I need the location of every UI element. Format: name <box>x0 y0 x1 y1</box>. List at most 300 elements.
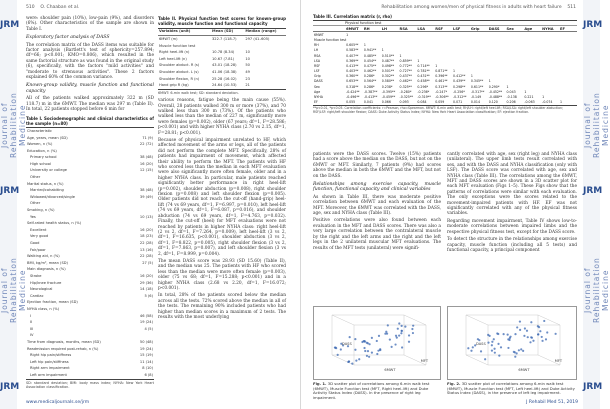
table-row <box>26 161 154 168</box>
table-row <box>158 56 286 63</box>
figure-1-z-axis-label: DASS <box>342 342 352 346</box>
right-side-label-mid: JRM <box>583 186 603 196</box>
table-cell: Other <box>30 175 41 180</box>
table-row <box>158 50 286 57</box>
table-cell: 0.093 <box>399 100 409 105</box>
table-cell: Cardiac <box>30 293 44 298</box>
figure-2-data-point <box>487 334 489 336</box>
table-1-grid <box>26 128 154 379</box>
figure-2-data-point <box>526 330 528 332</box>
table-row <box>26 366 154 373</box>
figure-2-data-point <box>545 338 547 340</box>
table-cell: 0.437** <box>399 74 412 79</box>
figure-1-data-point <box>349 336 351 338</box>
table-cell: 0.859** <box>399 58 412 63</box>
figure-1-data-point <box>398 322 400 324</box>
table-cell: II <box>30 320 33 325</box>
table-cell: 0.286* <box>363 74 375 79</box>
table-header-cell: Age <box>523 26 541 32</box>
left-header-page: 510 <box>26 5 35 10</box>
table-cell: 49 <box>245 69 250 74</box>
table-cell: Other <box>30 201 41 206</box>
table-row <box>26 267 154 274</box>
figure-1-data-point <box>385 331 387 333</box>
figure-2-data-point <box>514 333 516 335</box>
figure-1-data-point <box>364 350 366 352</box>
table-cell: 1 <box>542 95 545 100</box>
table-cell: Primary school <box>30 155 57 160</box>
table-header-cell: Variables (unit) <box>158 29 211 36</box>
table-row <box>26 227 154 234</box>
figure-2-data-point <box>529 341 531 343</box>
table-row <box>26 306 154 313</box>
table-cell: Sex <box>314 84 320 89</box>
left-side-band-text-1: Journal of Rehabilitation Medicine <box>0 92 27 158</box>
figure-1-caption <box>313 382 441 400</box>
table-row <box>26 194 154 201</box>
table-cell: Ejection fraction, mean (SD) <box>27 300 78 305</box>
figure-2-data-point <box>537 325 539 327</box>
figure-1-data-point <box>412 332 414 334</box>
left-column-1 <box>26 16 154 389</box>
figure-2-data-point <box>467 347 469 349</box>
table-header-cell: RH <box>363 26 381 32</box>
table-cell: Good <box>30 241 40 245</box>
table-cell: 10 <box>245 50 250 55</box>
table-cell: 6MWT (m) <box>159 37 178 41</box>
section-heading-relationships: Relationships among exercise capacity, muscle function, functional capacity and clinical variables <box>313 182 441 193</box>
table-cell: I <box>30 313 32 318</box>
table-row <box>26 174 154 181</box>
table-cell: 6MWT <box>314 32 324 37</box>
right-header-page: 511 <box>567 5 576 10</box>
table-cell: RSA <box>314 53 321 58</box>
right-column-1 <box>313 152 441 253</box>
figure-2-data-point <box>491 341 493 343</box>
table-row <box>26 260 154 267</box>
table-cell <box>133 181 154 188</box>
figure-1-data-point <box>401 346 403 348</box>
figure-2-data-point <box>519 320 521 322</box>
table-cell: Muscle function test <box>159 43 196 48</box>
table-cell: Married/cohabiting <box>30 188 64 193</box>
figure-1-caption-label: Fig. 1. <box>313 381 327 386</box>
table-row <box>26 247 154 254</box>
table-cell: -0.424** <box>346 89 360 94</box>
section-heading-known-group: Known-group validity, muscle function and functional capacity <box>26 83 154 94</box>
table-row <box>26 240 154 247</box>
table-cell: Fair/poor <box>30 247 46 252</box>
table-cell: -0.413** <box>363 95 378 100</box>
table-cell: 1 <box>506 84 509 89</box>
table-header-cell: RSF <box>434 26 452 32</box>
figure-1-data-point <box>354 338 356 340</box>
table-cell: 16 (20) <box>139 227 153 232</box>
table-row <box>26 155 154 162</box>
table-header-cell: NYHA <box>541 26 559 32</box>
figure-1-data-point <box>389 338 391 340</box>
figure-1-data-point <box>354 349 356 351</box>
table-cell: 29 (36) <box>139 280 153 285</box>
table-cell: 0.501** <box>381 69 395 74</box>
table-cell: 22 (72) <box>139 142 153 147</box>
table-cell: Muscle function test <box>314 37 347 42</box>
table-row <box>158 43 286 50</box>
left-header-author: O. Chaaban et al. <box>40 5 80 10</box>
table-cell: Very good <box>30 234 49 239</box>
table-cell: 0.369** <box>346 58 359 63</box>
table-cell: Marital status, n (%) <box>27 181 64 186</box>
figure-1-x-axis-label: 6MWT <box>384 368 396 372</box>
table-cell: 0.325** <box>399 84 412 89</box>
table-cell: 0.510** <box>381 53 395 58</box>
table-cell: 0.290* <box>488 84 500 89</box>
table-cell: 0.296* <box>417 84 429 89</box>
figure-2-data-point <box>541 340 543 342</box>
table-cell <box>244 43 286 50</box>
figure-2-data-point <box>477 338 479 340</box>
figure-2-data-point <box>503 333 505 335</box>
table-cell: 0.403** <box>346 69 359 74</box>
table-cell: 0.475** <box>363 63 377 68</box>
table-row <box>26 353 154 360</box>
table-1-caption: Table I. Sociodemographic and clinical characteristics of the sample (n=80) <box>26 115 154 126</box>
table-cell: Self-rated health status, n (%) <box>27 221 82 226</box>
table-cell: Smoking, n (%) <box>27 208 55 213</box>
table-cell: Time from diagnosis, months, mean (SD) <box>27 339 101 344</box>
table-cell: 0.413** <box>346 63 359 68</box>
table-cell: 0.084 <box>417 100 427 105</box>
figure-1-data-point <box>411 328 413 330</box>
table-row <box>26 326 154 333</box>
figure-2-data-point <box>491 350 493 352</box>
table-cell: University or college <box>30 168 67 173</box>
figure-2-data-point <box>509 337 511 339</box>
table-cell: 0.043 <box>506 89 516 94</box>
table-cell: 0.458** <box>417 79 430 84</box>
table-cell: 25.28 (16.02) <box>212 76 237 81</box>
table-cell: 0.360** <box>346 74 359 79</box>
figure-2-data-point <box>519 329 521 331</box>
table-header-cell: DASS <box>488 26 506 32</box>
table-cell: -0.319** <box>417 95 431 100</box>
figure-2-data-point <box>480 350 482 352</box>
table-2-box <box>158 28 286 90</box>
table-cell: Hand grip R (kg) <box>159 83 189 88</box>
figure-2-data-point <box>518 349 520 351</box>
right-side-label-bottom: JRM <box>583 382 603 392</box>
table-row <box>26 234 154 241</box>
table-2-caption: Table II. Physical function test scores for known-group validity, muscle function and functional capacity <box>158 16 286 27</box>
table-cell: 19 (24) <box>139 346 153 351</box>
figure-2-data-point <box>546 331 548 333</box>
table-row <box>158 76 286 83</box>
figure-1-data-point <box>395 335 397 337</box>
table-cell: 0.653** <box>346 79 359 84</box>
figure-1-data-point <box>351 363 353 365</box>
table-cell: 19 (24) <box>139 320 153 325</box>
figure-2-data-point <box>530 321 532 323</box>
table-row <box>26 148 154 155</box>
figure-2-data-point <box>516 352 518 354</box>
table-cell: 0.313** <box>435 84 448 89</box>
figure-2-data-point <box>491 344 493 346</box>
known-group-paragraph: All of the patients walked approximately 322 m (SD 118.7) m in the 6MWT. The median was 297 m (Table II). In total, 22 patients stopped before 6 min for <box>26 96 154 113</box>
table-cell: 14 (18) <box>139 287 153 292</box>
table-cell: -0.063 <box>524 100 535 105</box>
table-row <box>26 339 154 346</box>
efa-paragraph: The correlation matrix of the DASS items was suitable for factor analysis (Bartlett's test of sphericity=257.894; df=66; p<0.001; KMO=0.806), which resulted in the same factorial structure as was found in the original study (6), specifically, with the factors "mild activities" and "moderate to strenuous activities". These 2 factors explained 60% of the common variance. <box>26 42 154 81</box>
table-cell: 24.64 (10.53) <box>212 83 237 88</box>
table-cell: 0.487** <box>381 58 395 63</box>
table-cell: 1 <box>399 53 402 58</box>
table-cell: Left heel-lift (n) <box>159 56 187 61</box>
table-row <box>26 287 154 294</box>
table-cell: 0.605** <box>346 43 359 48</box>
table-cell <box>133 207 154 214</box>
table-cell: Right hip pain/stiffness <box>30 353 72 358</box>
table-cell: 1 <box>346 32 349 37</box>
table-cell: 0.066 <box>381 100 391 105</box>
table-row <box>26 273 154 280</box>
table-row <box>26 254 154 261</box>
figure-1-data-point <box>401 330 403 332</box>
right-column-2 <box>447 152 577 255</box>
figure-1-data-point <box>404 325 406 327</box>
table-cell: -0.452** <box>488 89 503 94</box>
table-cell <box>133 174 154 181</box>
table-row <box>158 83 286 90</box>
table-3-note: **p<0.01, *p<0.05. Correlation coefficients: r=Pearson, rho=Spearman. 6MWT: 6-min walk test; RH/LH: right/left heel-lift; RSA/LSA: right/left shoulder abduction; RSF/LSF: right/left shoulder flexion; DASS: Duke Activity Status Index; NYHA: New York Heart Association classification; EF: ejection fraction. <box>313 105 564 114</box>
figure-2-data-point <box>555 333 557 335</box>
table-cell: 4 (5) <box>144 326 153 331</box>
table-cell: 0.498** <box>381 63 395 68</box>
table-row <box>26 280 154 287</box>
table-cell <box>133 333 154 340</box>
figure-2-data-point <box>522 350 524 352</box>
right-footer: J Rehabil Med 51, 2019 <box>526 400 578 405</box>
right-col2-paragraph-3: To detect the structure in the relationships among exercise capacity, muscle function (including all 5 tests) and functional capacity, a principal component <box>447 237 577 253</box>
table-cell: 0.431** <box>417 74 430 79</box>
figure-1-data-point <box>334 347 336 349</box>
table-row <box>26 128 154 135</box>
table-row <box>26 135 154 142</box>
table-row <box>313 100 577 105</box>
table-cell: 10.67 (7.81) <box>212 56 235 61</box>
figure-1-data-point <box>355 360 357 362</box>
table-cell <box>133 128 154 135</box>
table-2-note: 6MWT: 6-min walk test; SD: standard deviation. <box>158 91 239 96</box>
table-cell: 1 <box>488 79 491 84</box>
table-cell: 0.298** <box>453 84 466 89</box>
figure-1-axis-frame <box>404 315 426 325</box>
right-header <box>381 5 576 10</box>
table-header-cell: EF <box>559 26 577 32</box>
table-cell: -0.256* <box>453 89 465 94</box>
table-cell: 8 (10) <box>142 366 153 371</box>
table-cell: 0.221 <box>524 95 534 100</box>
table-cell: -0.496** <box>346 95 360 100</box>
table-cell: Age <box>314 89 321 94</box>
table-cell: -0.074 <box>542 100 553 105</box>
table-cell: Right heel-lift (n) <box>159 50 190 55</box>
table-cell: BMI, kg/m², mean (SD) <box>27 260 68 265</box>
left-intro-text: were: shoulder pain (10%), low-pain (9%), and disorders (6%). Other characteristics of the sample are shown in Table I. <box>26 16 154 32</box>
table-cell: 6 (8) <box>144 372 153 377</box>
figure-1-data-point <box>363 347 365 349</box>
figure-2-data-point <box>523 335 525 337</box>
table-cell: Right arm impairment <box>30 366 70 371</box>
table-row <box>26 168 154 175</box>
left-side-band <box>0 0 27 409</box>
left-col2-paragraph-1: various reasons, fatigue being the main cause (55%). Overall, 28 patients walked 300 m or more (37%), and 70 walked less than 300 m (73%). Of the patients who walked less than the median of 227 m, significantly more were females (p=0.002), older (67 years; df=1, F=28.586; p<0.001) and with higher NYHA class (2.70 vs 2.15, df=1, F=28.81; p<0.001). <box>158 98 286 136</box>
table-row <box>26 313 154 320</box>
table-2-grid <box>158 29 286 89</box>
figure-1-data-point <box>366 355 368 357</box>
table-row <box>26 293 154 300</box>
table-cell: 0.071 <box>453 100 463 105</box>
right-page <box>300 0 610 409</box>
figure-1-data-point <box>367 350 369 352</box>
figure-1-data-point <box>400 332 402 334</box>
table-header-cell: LSA <box>416 26 434 32</box>
table-cell: -0.236* <box>417 89 430 94</box>
table-cell: NYHA <box>314 95 323 100</box>
table-cell: -0.312** <box>453 95 467 100</box>
left-column-2 <box>158 16 286 322</box>
left-footer-url[interactable]: www.medicaljournals.se/jrm <box>26 400 90 405</box>
table-cell <box>133 201 154 208</box>
table-cell: DASS <box>314 79 323 84</box>
table-cell: 15 (19) <box>139 353 153 358</box>
table-cell: 50 <box>245 63 250 68</box>
figure-2-z-axis-label: DASS <box>476 342 486 346</box>
figure-1-data-point <box>371 352 373 354</box>
table-cell <box>133 221 154 228</box>
table-cell: 38 (48) <box>139 188 153 193</box>
table-cell: 39 (49) <box>139 194 153 199</box>
table-cell: 0.412** <box>453 74 466 79</box>
table-row <box>158 69 286 76</box>
table-cell: High school <box>30 161 51 166</box>
figure-2-caption-label: Fig. 2. <box>447 381 461 386</box>
table-cell: Left arm impairment <box>30 372 67 377</box>
table-cell: 0.439** <box>453 79 466 84</box>
table-header-cell: Sex <box>506 26 524 32</box>
table-cell: Characteristic <box>27 128 52 133</box>
figure-1-axis-frame <box>332 315 354 325</box>
right-col2-paragraph-1: cantly correlated with age, sex (right leg) and NYHA class (unilateral). The upper limb tests result correlated with sex, and with the DASS and NYHA classification (only with LSF). The DASS score was correlated with age, sex and NYHA class (Table III). The correlations among the 6MWT, MFT and DASS scores are shown in a 3D scatter plot for each MFT evaluation (Figs 1–5). These Figs show that the patterns of correlations were similar with each evaluation. The only exceptions were the scores related to the movement-impaired patients with HF. EF was not significantly correlated with any of the physical fitness variables. <box>447 152 577 217</box>
table-cell: RSF <box>314 63 321 68</box>
table-cell: 1 <box>381 48 384 53</box>
figure-1-data-point <box>368 356 370 358</box>
table-header-cell: LH <box>381 26 399 32</box>
table-cell: 0.714** <box>417 63 430 68</box>
table-cell: 18 (23) <box>139 234 153 239</box>
figure-2-caption <box>447 382 577 396</box>
right-col1-paragraph-1: patients were the DASS scores. Twelve (15%) patients had a score above the median on the DASS, but not on the 6MWT or MFT. Similarly, 7 patients (9%) had scores above the median in both the 6MWT and the MFT, but not on the DASS. <box>313 152 441 179</box>
figure-1-data-point <box>412 325 414 327</box>
figure-1-caption-text: 3D scatter plot of correlations among 6-min walk test (6MWT), Muscle Function test (MFT, Right heel-lift) and Duke Activity Status Index (DASS). In the presence of right leg impairment. <box>313 381 430 400</box>
table-3-box <box>313 20 577 106</box>
figure-2-data-point <box>527 336 529 338</box>
figure-1-data-point <box>376 353 378 355</box>
table-cell: Yes <box>30 214 36 219</box>
table-cell: 23 <box>245 76 250 81</box>
table-cell: 0.059 <box>435 100 445 105</box>
table-cell: Grip <box>314 74 321 79</box>
table-cell: Stroke <box>30 273 42 278</box>
table-cell: 0.286* <box>363 84 375 89</box>
figure-2-data-point <box>507 334 509 336</box>
right-side-band <box>583 0 610 409</box>
figure-2-data-point <box>493 338 495 340</box>
figure-2 <box>447 306 577 380</box>
table-cell: 0.462** <box>363 69 377 74</box>
figure-1-data-point <box>337 354 339 356</box>
table-cell: 11 (14) <box>139 359 153 364</box>
table-cell: 0.206 <box>506 100 516 105</box>
table-cell: 27 (5) <box>142 260 153 265</box>
figure-2-data-point <box>500 346 502 348</box>
figure-1-data-point <box>348 360 350 362</box>
table-cell: Walking aid, n (%) <box>27 254 60 259</box>
figure-1-scatter-plot <box>314 307 442 381</box>
figure-1-data-point <box>386 333 388 335</box>
figure-2-data-point <box>520 348 522 350</box>
table-header-cell: Grip <box>470 26 488 32</box>
table-cell: IV <box>30 333 34 338</box>
table-cell <box>211 43 244 50</box>
table-cell <box>133 267 154 274</box>
table-cell: -0.395** <box>381 89 396 94</box>
table-row <box>26 142 154 149</box>
table-row <box>26 359 154 366</box>
table-cell: 0.727** <box>399 69 412 74</box>
table-cell: Widowed/divorced/single <box>30 194 75 199</box>
table-cell: -0.138 <box>506 95 517 100</box>
figure-2-data-point <box>470 350 472 352</box>
figure-2-data-point <box>493 348 495 350</box>
table-row <box>26 221 154 228</box>
figure-1-data-point <box>340 348 342 350</box>
figure-2-axis-frame <box>466 315 488 325</box>
table-cell: RH <box>314 43 319 48</box>
right-col1-paragraph-2: As shown in Table III, there was moderate positive correlation between 6MWT and each evaluation of the MFT. Moreover, the 6MWT was correlated with the DASS, age, sex and NYHA class (Table III). <box>313 194 441 217</box>
figure-2-data-point <box>513 351 515 353</box>
table-cell: 22 (28) <box>139 241 153 245</box>
figure-2-data-point <box>541 336 543 338</box>
table-cell: 0.871** <box>435 69 448 74</box>
figure-1-data-point <box>378 335 380 337</box>
table-cell <box>133 306 154 313</box>
figure-1-data-point <box>364 341 366 343</box>
table-cell <box>133 300 154 307</box>
table-cell: 0.941** <box>363 48 377 53</box>
figure-1 <box>313 306 441 380</box>
figure-1-data-point <box>367 342 369 344</box>
table-row <box>26 207 154 214</box>
left-col2-paragraph-3: The mean DASS score was 28.93 (SD 15.60) (Table II), and the median was 25. The patients with HF who scored less than the median were more often female (p=0.003), older (75 vs 68; df=1, F=15.288; p<0.001) and in a higher NYHA class (2.68 vs 2.20, df=1, F=16.072; p<0.001). <box>158 258 286 291</box>
table-cell: 22 (28) <box>139 254 153 259</box>
table-cell: 46 (58) <box>139 313 153 318</box>
table-cell: Women, n (%) <box>27 142 53 147</box>
figure-2-scatter-plot <box>448 307 578 381</box>
table-row <box>26 188 154 195</box>
figure-1-data-point <box>408 341 410 343</box>
right-side-band-text-2: Journal of Rehabilitation Medicine <box>583 257 610 323</box>
figure-1-data-point <box>358 358 360 360</box>
